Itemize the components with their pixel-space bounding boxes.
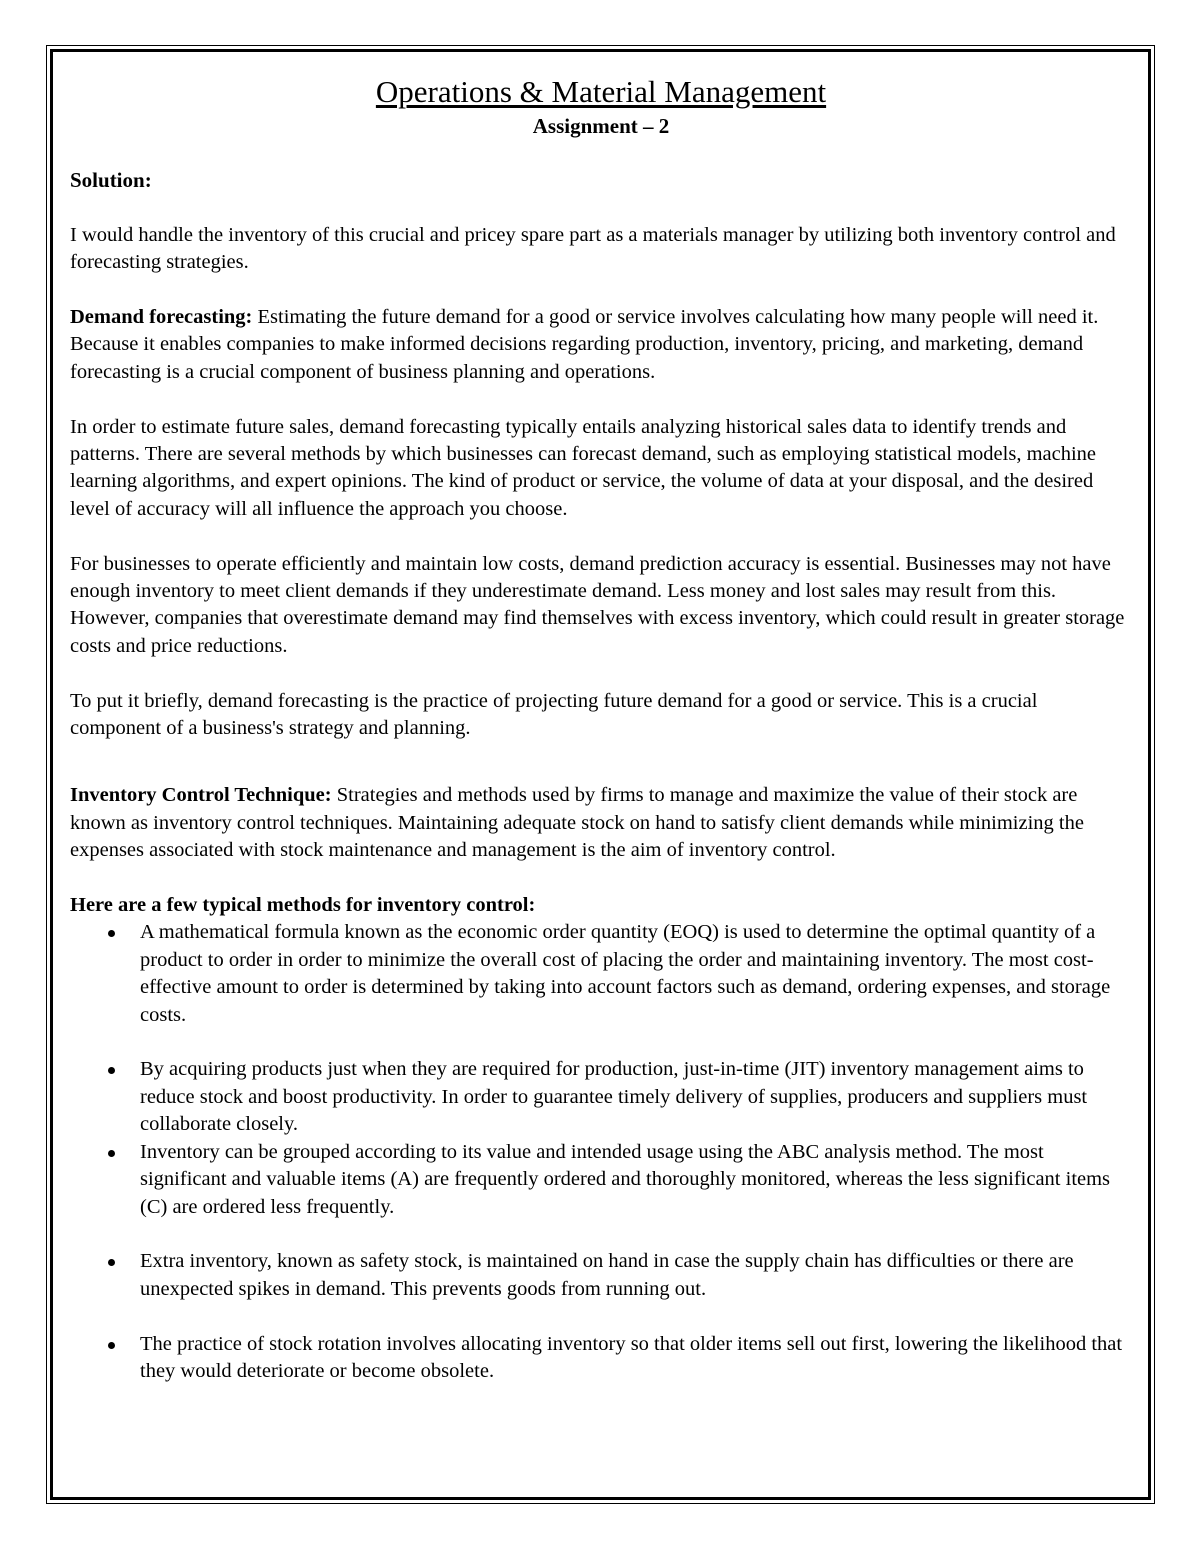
list-item <box>70 1056 1132 1138</box>
inventory-control-text: Strategies and methods used by firms to manage and maximize the value of their stock are known as inventory control techniques. Maintaining adequate stock on hand to satisfy client demands while minimizing the expenses associated with stock maintenance and management is the aim of inventory control. <box>70 784 1084 862</box>
list-item <box>70 1248 1132 1303</box>
bullet-icon <box>108 1342 115 1349</box>
inventory-control-paragraph <box>70 782 1132 864</box>
intro-paragraph: I would handle the inventory of this crucial and pricey spare part as a materials manager by utilizing both inventory control and forecasting strategies. <box>70 223 1116 274</box>
inventory-control-heading: Inventory Control Technique: <box>70 784 332 807</box>
methods-heading: Here are a few typical methods for inventory control: <box>70 894 536 917</box>
solution-heading: Solution: <box>70 168 152 192</box>
demand-forecasting-paragraph <box>70 304 1132 386</box>
list-item-text: By acquiring products just when they are required for production, just-in-time (JIT) inventory management aims to reduce stock and boost productivity. In order to guarantee timely delivery of supplies, producers and suppliers must collaborate closely. <box>140 1058 1088 1136</box>
assignment-subtitle: Assignment – 2 <box>532 114 670 138</box>
demand-forecasting-text: Estimating the future demand for a good or service involves calculating how many people will need it. Because it enables companies to make informed decisions regarding production, inventory, pricing, and marketing, demand forecasting is a crucial component of business planning and operations. <box>70 306 1099 383</box>
bullet-icon <box>108 1150 115 1157</box>
list-item-text: The practice of stock rotation involves allocating inventory so that older items sell out first, lowering the likelihood that they would deteriorate or become obsolete. <box>140 1332 1123 1382</box>
methods-list <box>70 919 1132 1385</box>
list-item-text: Inventory can be grouped according to its value and intended usage using the ABC analysis method. The most significant and valuable items (A) are frequently ordered and thoroughly monitored, whereas the less significant items (C) are ordered less frequently. <box>140 1140 1111 1218</box>
demand-forecasting-heading: Demand forecasting: <box>70 306 253 328</box>
forecasting-summary-paragraph: To put it briefly, demand forecasting is the practice of projecting future demand for a good or service. This is a crucial component of a business's strategy and planning. <box>70 689 1038 740</box>
document-title: Operations & Material Management <box>375 74 827 109</box>
list-item <box>70 1331 1132 1386</box>
list-item-text: A mathematical formula known as the economic order quantity (EOQ) is used to determine the optimal quantity of a product to order in order to minimize the overall cost of placing the order and maintaining inventory. The most cost-effective amount to order is determined by taking into account factors such as demand, ordering expenses, and storage costs. <box>140 921 1111 1026</box>
forecast-accuracy-paragraph: For businesses to operate efficiently and maintain low costs, demand prediction accuracy is essential. Businesses may not have enough inventory to meet client demands if they underestimate demand. Less money and lost sales may result from this. However, companies that overestimate demand may find themselves with excess inventory, which could result in greater storage costs and price reductions. <box>70 552 1125 657</box>
document-body <box>70 70 1132 1385</box>
bullet-icon <box>108 1067 115 1074</box>
bullet-icon <box>108 1259 115 1266</box>
list-item <box>70 1139 1132 1221</box>
forecasting-methods-paragraph: In order to estimate future sales, demand forecasting typically entails analyzing historical sales data to identify trends and patterns. There are several methods by which businesses can forecast demand, such as employing statistical models, machine learning algorithms, and expert opinions. The kind of product or service, the volume of data at your disposal, and the desired level of accuracy will all influence the approach you choose. <box>70 415 1097 520</box>
list-item-text: Extra inventory, known as safety stock, is maintained on hand in case the supply chain has difficulties or there are unexpected spikes in demand. This prevents goods from running out. <box>140 1250 1074 1300</box>
list-item <box>70 919 1132 1029</box>
bullet-icon <box>108 930 115 937</box>
